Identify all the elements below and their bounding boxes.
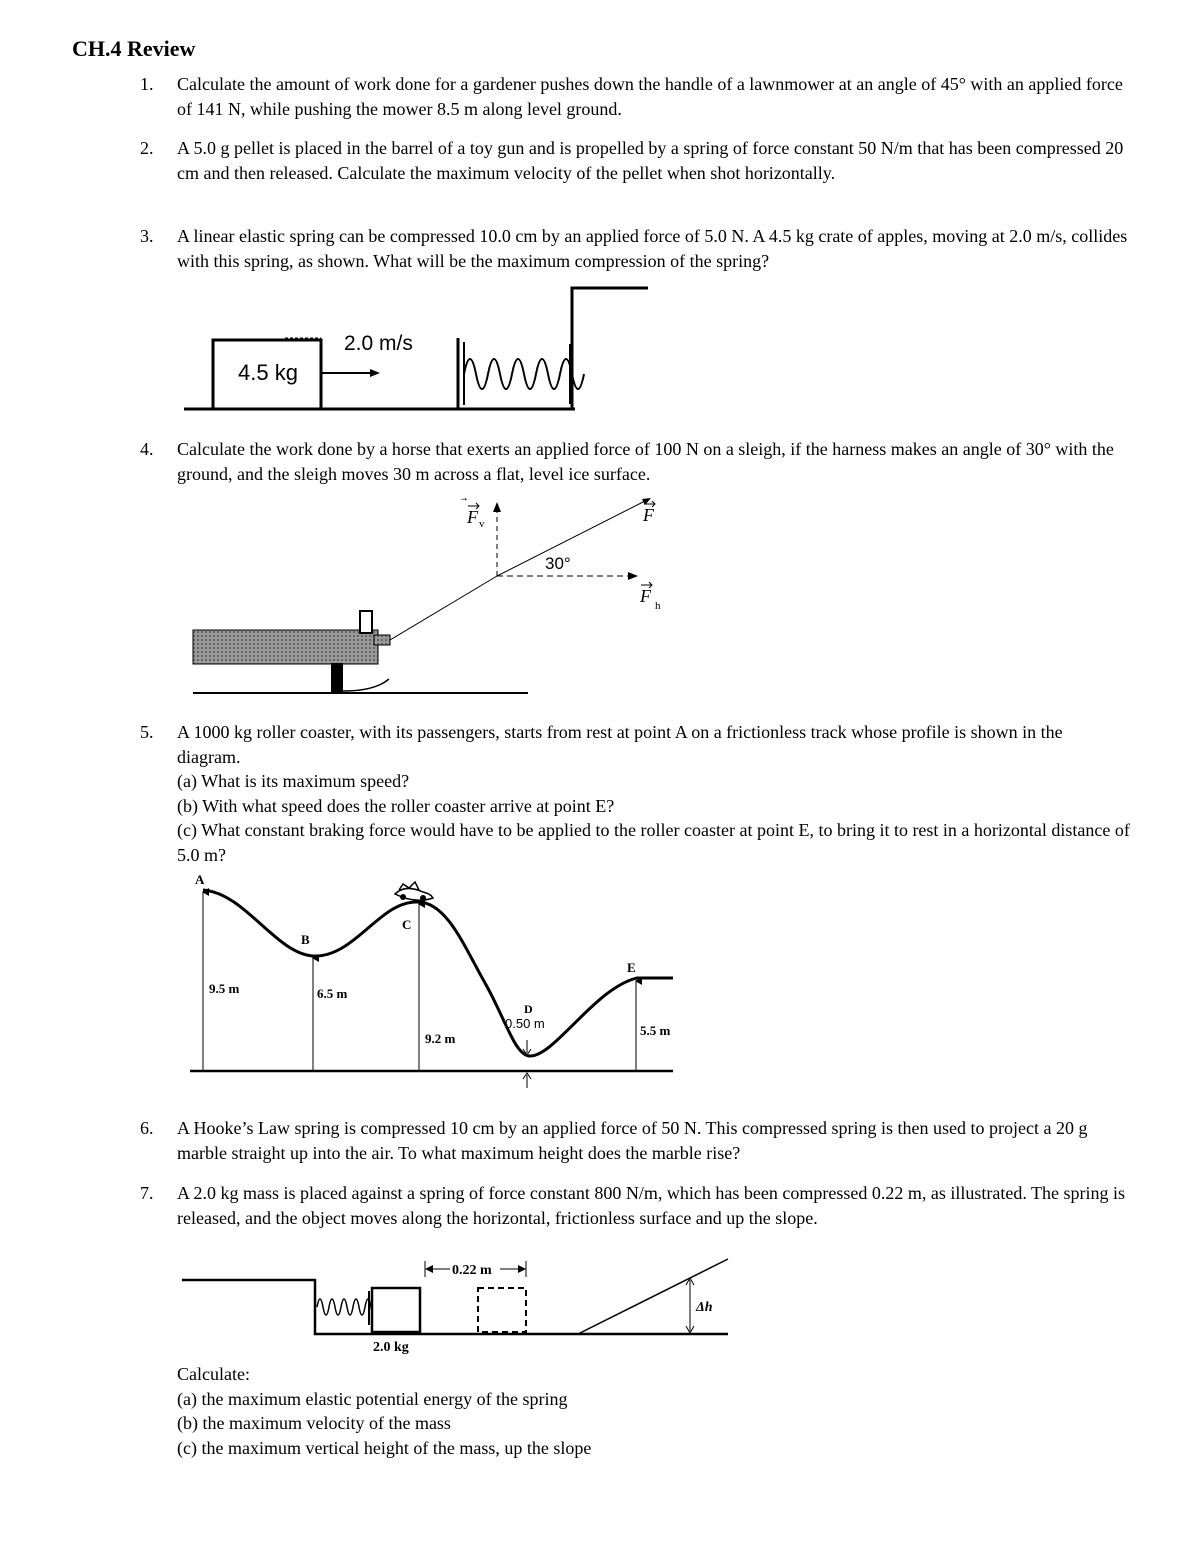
point-a-label: A (195, 872, 205, 887)
vector-arrow-mark (461, 498, 467, 501)
force-vertical-label: F (467, 507, 478, 527)
angle-label: 30° (545, 554, 571, 573)
question-number: 2. (140, 138, 154, 158)
question-text: A 2.0 kg mass is placed against a spring of force constant 800 N/m, which has been compressed 0.22 m, as illustrated. The spring is released, and the object moves along the horizontal, frictionless surface and up the slope. (177, 1183, 1125, 1228)
question-text: Calculate the work done by a horse that exerts an applied force of 100 N on a sleigh, if the harness makes an angle of 30° with the ground, and the sleigh moves 30 m across a flat, level ice surface. (177, 439, 1114, 484)
height-label: Δh (696, 1300, 713, 1315)
dashed-block (478, 1288, 526, 1332)
question-number: 7. (140, 1183, 154, 1203)
crate-mass-label: 4.5 kg (238, 360, 298, 385)
sleigh-runner-curl (343, 679, 389, 691)
point-c-label: C (402, 917, 412, 932)
question-part-c: (c) What constant braking force would have to be applied to the roller coaster at point E, to bring it to rest in a horizontal distance of 5.0 m? (177, 820, 1130, 865)
question-number: 1. (140, 74, 154, 94)
height-b-label: 6.5 m (317, 986, 348, 1001)
horizontal-arrowhead (628, 572, 638, 580)
wall (572, 288, 648, 409)
velocity-arrowhead (370, 369, 380, 377)
question-part-b: (b) With what speed does the roller coaster arrive at point E? (177, 795, 615, 816)
question-number: 3. (140, 226, 154, 246)
sleigh-hitch (374, 635, 390, 645)
figure-spring-slope (180, 1255, 740, 1360)
coaster-car (395, 882, 433, 901)
harness-line (390, 576, 497, 640)
applied-force-vector (497, 500, 647, 576)
sleigh-post (360, 611, 372, 633)
question-number: 5. (140, 722, 154, 742)
wall-and-floor (182, 1280, 728, 1334)
question-text: A linear elastic spring can be compressed 10.0 cm by an applied force of 5.0 N. A 4.5 kg crate of apples, moving at 2.0 m/s, collides with this spring, as shown. What will be the maximum compression of the spring? (177, 226, 1128, 271)
point-b-label: B (301, 932, 310, 947)
calculate-label: Calculate: (177, 1364, 250, 1384)
question-7 (140, 1181, 1130, 1230)
mass-label: 2.0 kg (373, 1340, 409, 1355)
question-part-b: (b) the maximum velocity of the mass (177, 1413, 451, 1433)
point-e-label: E (627, 960, 636, 975)
question-2 (140, 136, 1130, 185)
force-vertical-subscript: v (479, 518, 485, 530)
question-text: A 5.0 g pellet is placed in the barrel of a toy gun and is propelled by a spring of force constant 50 N/m that has been compressed 20 cm and then released. Calculate the maximum velocity of the pellet when shot horizontally. (177, 138, 1124, 183)
question-6 (140, 1116, 1130, 1165)
question-part-c: (c) the maximum vertical height of the mass, up the slope (177, 1437, 592, 1458)
height-d-label: 0.50 m (505, 1016, 545, 1031)
question-number: 6. (140, 1118, 154, 1138)
mass-block (372, 1288, 420, 1332)
figure-crate-spring (180, 282, 650, 417)
height-a-label: 9.5 m (209, 981, 240, 996)
force-horizontal-subscript: h (655, 600, 661, 612)
slope-line (578, 1259, 728, 1334)
sleigh-body (193, 630, 378, 664)
point-d-label: D (524, 1002, 533, 1016)
height-c-label: 9.2 m (425, 1031, 456, 1046)
page-title: CH.4 Review (72, 36, 196, 61)
question-part-a: (a) What is its maximum speed? (177, 771, 410, 791)
question-7-parts (140, 1362, 1130, 1460)
question-3 (140, 224, 1130, 273)
question-4 (140, 437, 1130, 486)
question-5 (140, 720, 1130, 867)
velocity-label: 2.0 m/s (344, 332, 413, 355)
vertical-arrowhead (493, 502, 501, 512)
distance-label: 0.22 m (452, 1263, 492, 1278)
sleigh-leg (331, 663, 343, 693)
question-number: 4. (140, 439, 154, 459)
force-horizontal-label: F (640, 586, 651, 606)
height-e-label: 5.5 m (640, 1023, 671, 1038)
question-text: A 1000 kg roller coaster, with its passengers, starts from rest at point A on a frictionless track whose profile is shown in the diagram. (177, 722, 1063, 767)
coil-spring (464, 359, 584, 389)
figure-sleigh-forces (185, 495, 685, 705)
figure-roller-coaster (185, 868, 685, 1093)
question-text: A Hooke’s Law spring is compressed 10 cm by an applied force of 50 N. This compressed spring is then used to project a 20 g marble straight up into the air. To what maximum height does the marble rise? (177, 1118, 1088, 1163)
force-applied-label: F (643, 505, 654, 525)
question-1 (140, 72, 1130, 121)
question-text: Calculate the amount of work done for a gardener pushes down the handle of a lawnmower at an angle of 45° with an applied force of 141 N, while pushing the mower 8.5 m along level ground. (177, 74, 1123, 119)
question-part-a: (a) the maximum elastic potential energy of the spring (177, 1388, 568, 1409)
